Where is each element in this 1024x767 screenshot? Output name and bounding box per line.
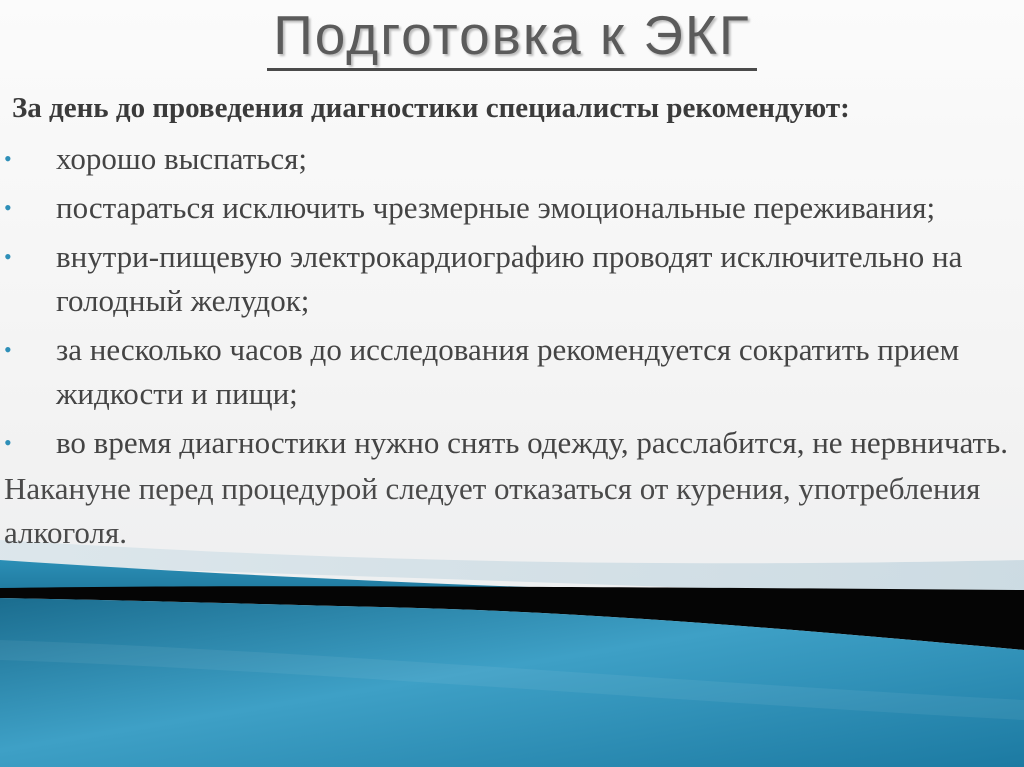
list-item-text: хорошо выспаться; (56, 141, 308, 176)
list-item (0, 235, 1010, 323)
slide-content (0, 84, 1010, 555)
list-item-text: за несколько часов до исследования рекомендуется сократить прием жидкости и пищи; (56, 332, 960, 411)
bullet-icon: • (4, 337, 12, 362)
intro-text: За день до проведения диагностики специалисты рекомендуют: (12, 92, 850, 124)
list-item-text: во время диагностики нужно снять одежду, расслабится, не нервничать. (56, 425, 1008, 460)
bullet-icon: • (4, 244, 12, 269)
list-item-text: постараться исключить чрезмерные эмоциональные переживания; (56, 190, 936, 225)
title-wrap (0, 0, 1024, 71)
bullet-icon: • (4, 195, 12, 220)
bullet-icon: • (4, 430, 12, 455)
list-item-text: внутри-пищевую электрокардиографию проводят исключительно на голодный желудок; (56, 239, 963, 318)
bullet-list (0, 137, 1010, 465)
bullet-icon: • (4, 146, 12, 171)
list-item (0, 137, 1010, 181)
closing-text: Накануне перед процедурой следует отказаться от курения, употребления алкоголя. (4, 471, 981, 550)
list-item (0, 421, 1010, 465)
slide-title: Подготовка к ЭКГ (267, 2, 756, 71)
list-item (0, 328, 1010, 416)
list-item (0, 186, 1010, 230)
